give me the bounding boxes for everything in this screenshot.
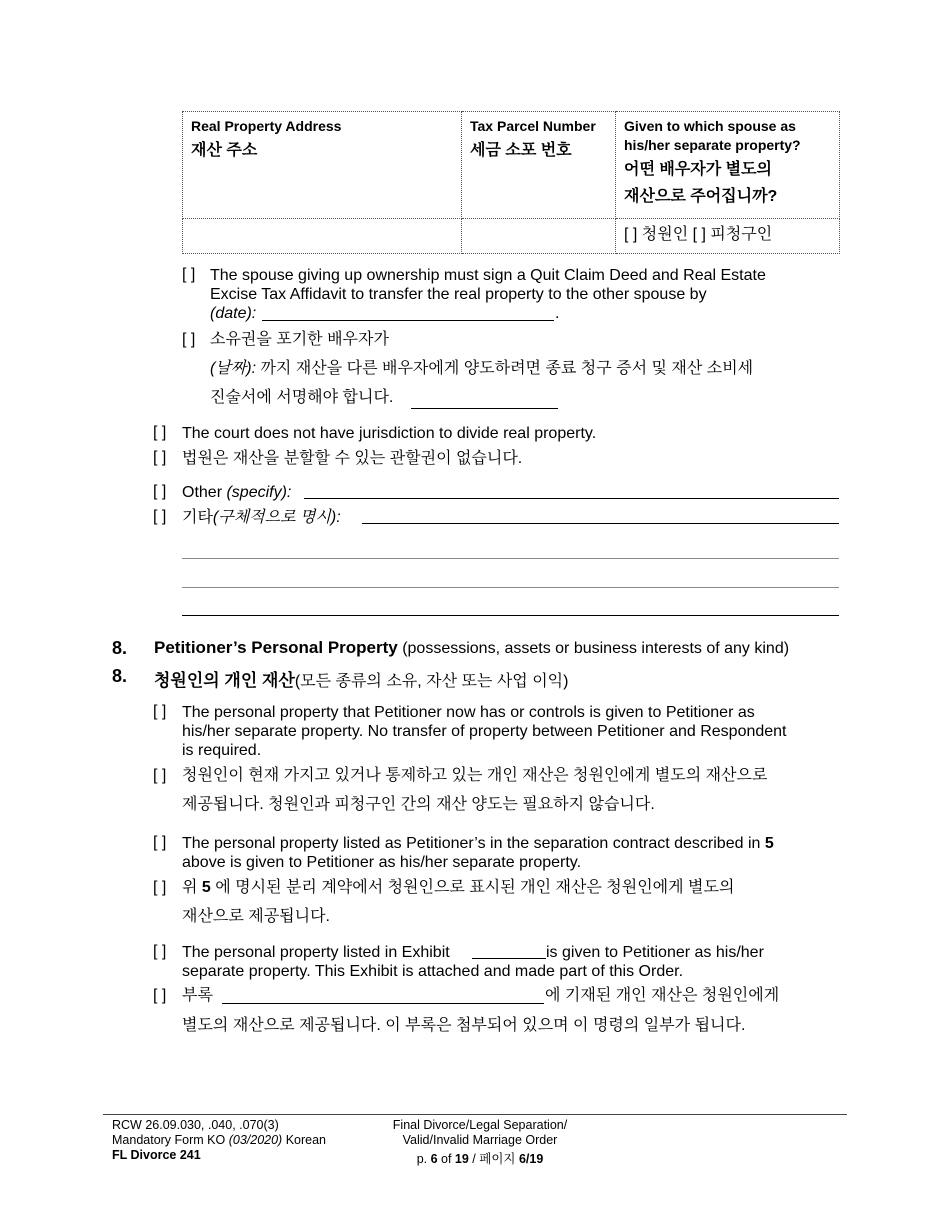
item3-text-ko-l2: 별도의 재산으로 제공됩니다. 이 부록은 첨부되어 있으며 이 명령의 일부가 됩니다. bbox=[182, 1017, 746, 1034]
given-to-cell[interactable]: [ ] 청원인 [ ] 피청구인 bbox=[616, 219, 840, 254]
period: . bbox=[555, 305, 560, 322]
item1-checkbox[interactable]: [ ] bbox=[153, 703, 167, 720]
item1-ko-checkbox[interactable]: [ ] bbox=[153, 767, 167, 784]
item3-text-en-l2: separate property. This Exhibit is attached and made part of this Order. bbox=[182, 963, 684, 980]
header-address: Real Property Address 재산 주소 bbox=[183, 112, 462, 219]
item2-ko-checkbox[interactable]: [ ] bbox=[153, 879, 167, 896]
jurisdiction-ko-checkbox[interactable]: [ ] bbox=[153, 449, 167, 466]
exhibit-field-line[interactable] bbox=[472, 958, 546, 959]
other-checkbox[interactable]: [ ] bbox=[153, 483, 167, 500]
blank-line-2[interactable] bbox=[182, 587, 839, 588]
other-label-ko: 기타(구체적으로 명시): bbox=[182, 509, 341, 526]
item3-text-ko-b: 에 기재된 개인 재산은 청원인에게 bbox=[545, 987, 780, 1004]
item2-text-en: The personal property listed as Petitioner’s in the separation contract described in 5 above is given to Petitioner as his/her separate property. bbox=[182, 835, 774, 871]
section-number-ko: 8. bbox=[112, 666, 128, 686]
exhibit-ko-field-line[interactable] bbox=[222, 1003, 544, 1004]
page-number: p. 6 of 19 / 페이지 6/19 bbox=[416, 1152, 544, 1166]
quitclaim-text-en: The spouse giving up ownership must sign a Quit Claim Deed and Real Estate Excise Tax Affidavit to transfer the real property to the other spouse by (date): bbox=[210, 267, 766, 322]
other-ko-specify-line[interactable] bbox=[362, 523, 839, 524]
other-ko-checkbox[interactable]: [ ] bbox=[153, 508, 167, 525]
jurisdiction-text-ko: 법원은 재산을 분할할 수 있는 관할권이 없습니다. bbox=[182, 450, 523, 467]
item3-checkbox[interactable]: [ ] bbox=[153, 943, 167, 960]
blank-line-1[interactable] bbox=[182, 558, 839, 559]
quitclaim-ko-checkbox[interactable]: [ ] bbox=[182, 331, 196, 348]
section8-title-ko: 청원인의 개인 재산(모든 종류의 소유, 자산 또는 사업 이익) bbox=[154, 671, 569, 690]
address-cell[interactable] bbox=[183, 219, 462, 254]
item3-text-ko-a: 부록 bbox=[182, 987, 213, 1004]
section-number: 8. bbox=[112, 638, 128, 658]
jurisdiction-text-en: The court does not have jurisdiction to divide real property. bbox=[182, 425, 597, 442]
jurisdiction-checkbox[interactable]: [ ] bbox=[153, 424, 167, 441]
footer-middle: Final Divorce/Legal Separation/ Valid/Invalid Marriage Order p. 6 of 19 / 페이지 6/19 bbox=[370, 1118, 590, 1167]
date-field-line[interactable] bbox=[262, 320, 554, 321]
parcel-cell[interactable] bbox=[462, 219, 616, 254]
item3-text-en-a: The personal property listed in Exhibit bbox=[182, 944, 450, 961]
quitclaim-checkbox[interactable]: [ ] bbox=[182, 266, 196, 283]
item2-checkbox[interactable]: [ ] bbox=[153, 834, 167, 851]
real-property-table bbox=[182, 111, 840, 254]
other-label-en: Other (specify): bbox=[182, 484, 292, 501]
header-parcel: Tax Parcel Number 세금 소포 번호 bbox=[462, 112, 616, 219]
footer-rule bbox=[103, 1114, 847, 1115]
quitclaim-text-ko: 소유권을 포기한 배우자가 (날짜): 까지 재산을 다른 배우자에게 양도하려면 종료 청구 증서 및 재산 소비세 진술서에 서명해야 합니다. bbox=[210, 331, 754, 406]
table-header-row bbox=[183, 112, 840, 219]
item3-text-en-b: is given to Petitioner as his/her bbox=[546, 944, 764, 961]
item1-text-en: The personal property that Petitioner now has or controls is given to Petitioner as his/her separate property. No transfer of property between Petitioner and Respondent is required. bbox=[182, 704, 787, 759]
header-given-to: Given to which spouse as his/her separate property? 어떤 배우자가 별도의 재산으로 주어집니까? bbox=[616, 112, 840, 219]
ko-date-field-line[interactable] bbox=[411, 408, 558, 409]
table-row bbox=[183, 219, 840, 254]
blank-line-3[interactable] bbox=[182, 615, 839, 616]
footer-left: RCW 26.09.030, .040, .070(3) Mandatory Form KO (03/2020) Korean FL Divorce 241 bbox=[112, 1118, 326, 1162]
item1-text-ko: 청원인이 현재 가지고 있거나 통제하고 있는 개인 재산은 청원인에게 별도의 재산으로 제공됩니다. 청원인과 피청구인 간의 재산 양도는 필요하지 않습니다. bbox=[182, 767, 768, 813]
other-specify-line[interactable] bbox=[304, 498, 839, 499]
item2-text-ko: 위 5 에 명시된 분리 계약에서 청원인으로 표시된 개인 재산은 청원인에게 별도의 재산으로 제공됩니다. bbox=[182, 879, 735, 925]
section8-title-en: Petitioner’s Personal Property (possessions, assets or business interests of any kind) bbox=[154, 638, 790, 657]
item3-ko-checkbox[interactable]: [ ] bbox=[153, 987, 167, 1004]
